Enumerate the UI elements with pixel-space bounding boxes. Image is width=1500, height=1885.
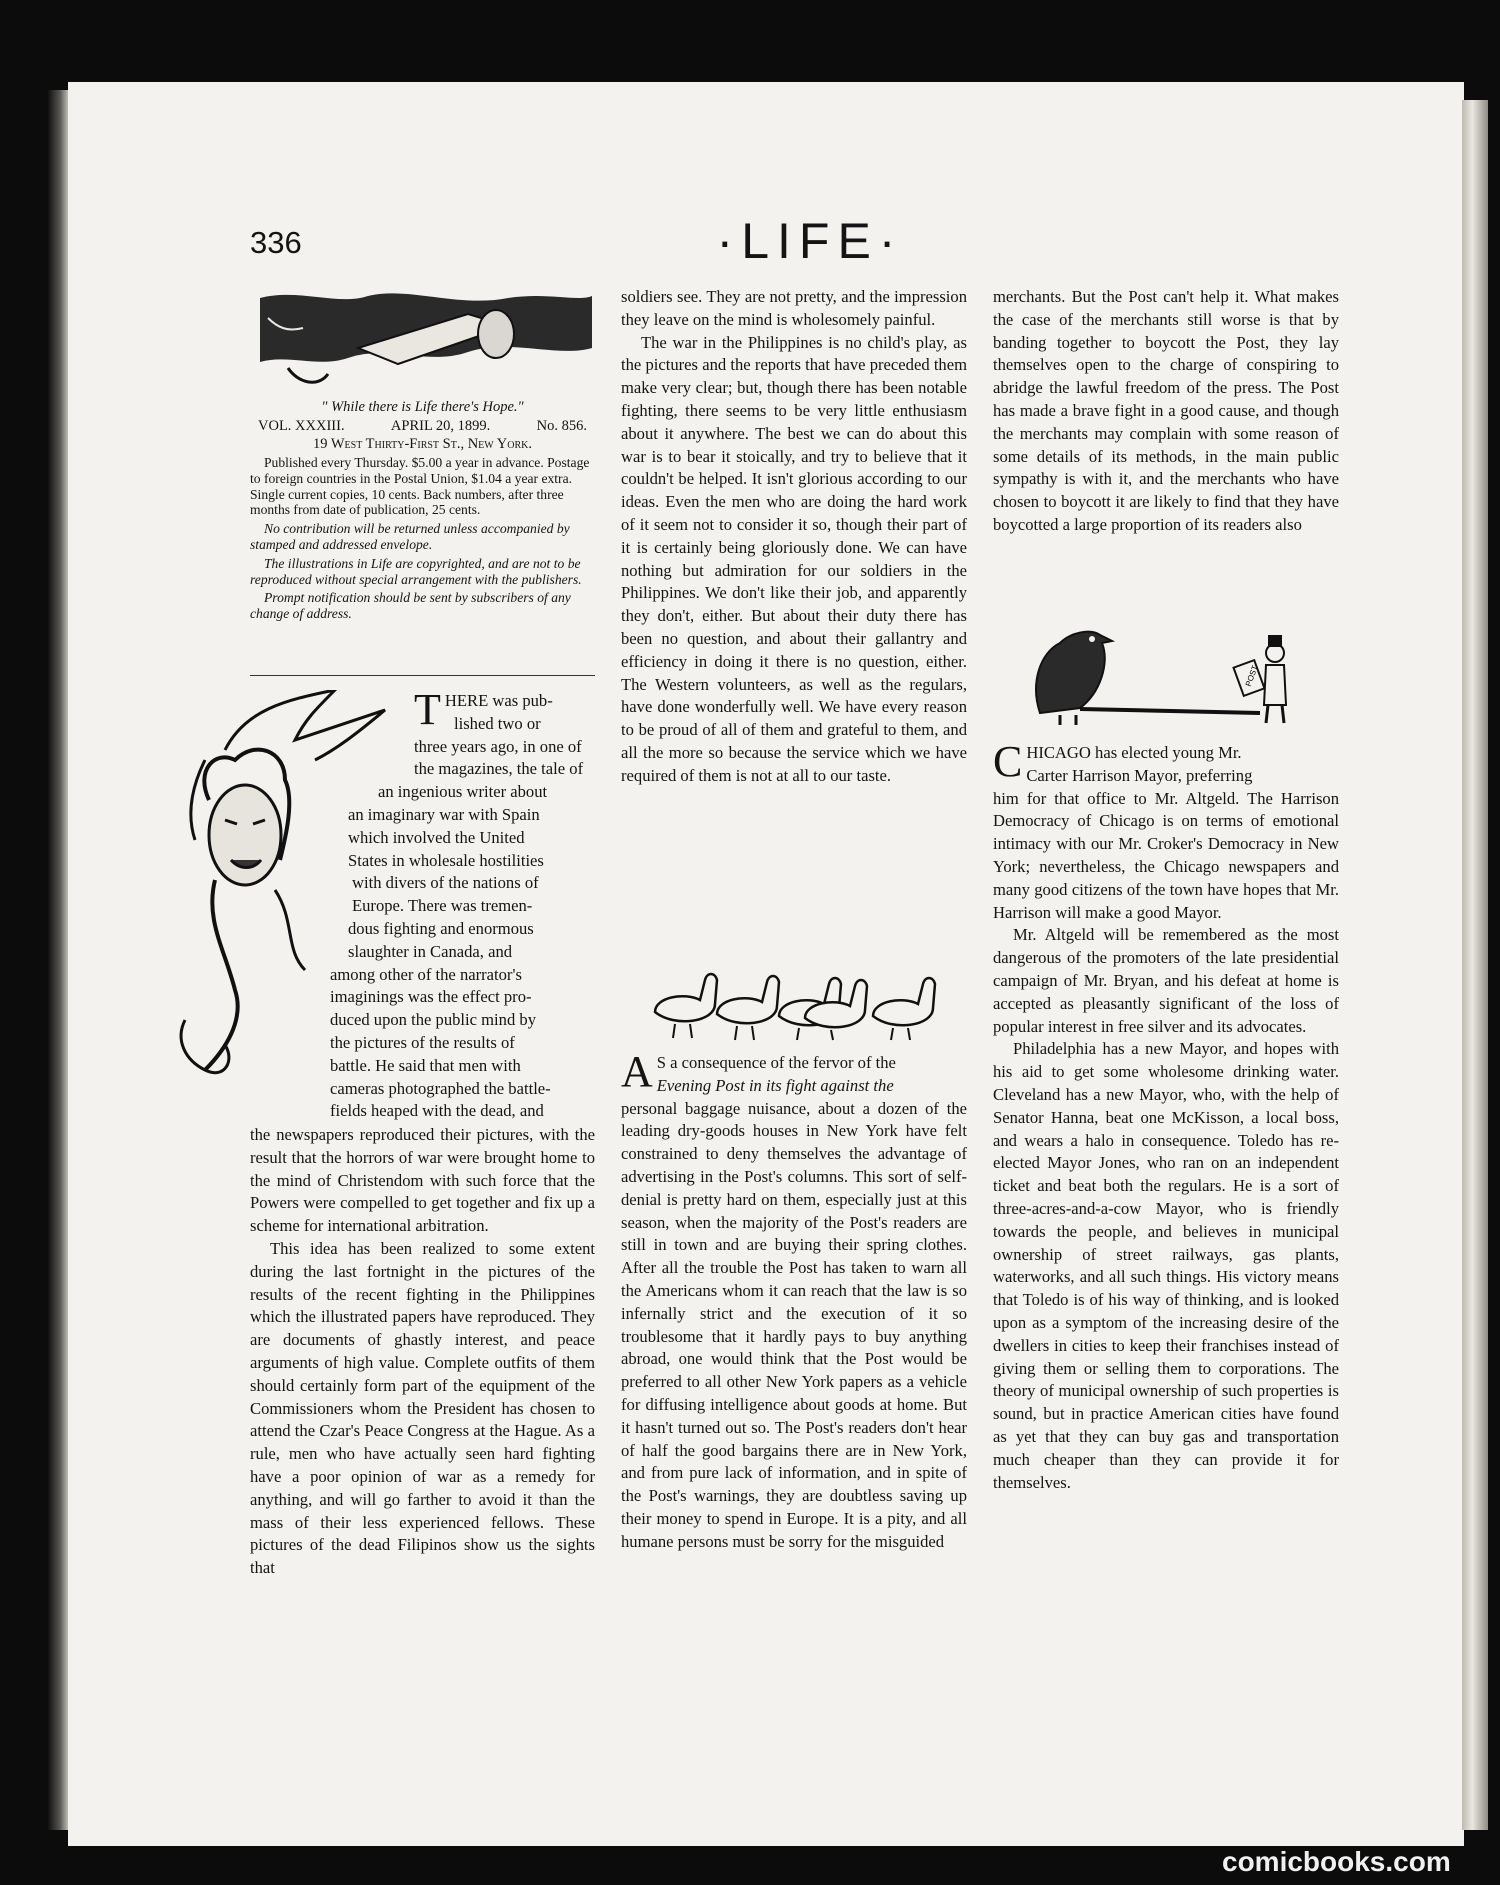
article-line: cameras photographed the battle- <box>330 1078 551 1098</box>
bird-and-man-cartoon <box>1020 613 1320 733</box>
philadelphia-para: Philadelphia has a new Mayor, and hopes with his aid to get some wholesome drinking water. Cleveland has a new Mayor, who, with the help of Senator Hanna, beat one McKisson, a local boss, and wears a halo in consequence. Toledo has re-elected Mayor Jones, who ran on an independent ticket and beat both the regulars. He is a sort of three-acres-and-a-cow Mayor, who is friendly towards the people, and believes in municipal ownership of street railways, gas plants, waterworks, and all such things. His victory means that Toledo is of his way of thinking, and is looked upon as a symptom of the increasing desire of the dwellers in cities to keep their franchises instead of giving them or selling them to corporations. The theory of municipal ownership of such properties is sound, but in practice American cities have found as yet that they can buy gas and transportation much cheaper than they can provide it for themselves. <box>993 1039 1339 1492</box>
article-line: Europe. There was tremen- <box>352 896 533 916</box>
watermark: comicbooks.com <box>1222 1846 1451 1877</box>
issue-date: APRIL 20, 1899. <box>390 417 491 434</box>
dropcap-t: T <box>414 685 441 734</box>
dropcap-a: A <box>621 1047 653 1096</box>
masthead-block <box>250 398 595 454</box>
philippines-para2: The war in the Philippines is no child's play, as the pictures and the reports that have preceded them make very clear; but, though there has been notable fighting, there seems to be very little enthusiasm about it anywhere. The best we can do about this war is to bear it stoically, and try to believe that it couldn't be helped. It isn't glorious according to our ideas. Even the men who are doing the hard work of it seem not to consider it so, though their part of it is certainly being gloriously done. We can have nothing but admiration for our soldiers in the Philippines. We don't like their job, and apparently they don't, either. But about their duty there has been no question, and about their gallantry and efficiency in doing it there is no question, either. The Western volunteers, as well as the regulars, have done wonderfully well. We have every reason to be proud of all of them and grateful to them, and all the more so because the service which we have required of them is not at all to our taste. <box>621 332 967 785</box>
masthead-title: ·LIFE· <box>716 213 904 269</box>
chicago-article <box>993 737 1339 1494</box>
evening-post-opening <box>621 1047 967 1098</box>
article-line: Carter Harrison Mayor, preferring <box>1026 765 1253 785</box>
altgeld-para: Mr. Altgeld will be remembered as the most dangerous of the promoters of the late presidential campaign of Mr. Bryan, and his defeat at home is accepted as pleasantly significant of the loss of popular interest in free silver and its advocates. <box>993 925 1339 1036</box>
article-line: with divers of the nations of <box>352 873 539 893</box>
column-divider-rule <box>250 675 595 676</box>
philippines-para1: soldiers see. They are not pretty, and the impression they leave on the mind is wholesomely painful. <box>621 287 967 329</box>
article-line: slaughter in Canada, and <box>348 941 513 961</box>
war-article-para2: This idea has been realized to some extent during the last fortnight in the pictures of the results of the recent fighting in the Philippines which the illustrated papers have reproduced. They are documents of ghastly interest, and peace arguments of high value. Complete outfits of them should certainly form part of the equipment of the Commissioners whom the President has chosen to attend the Czar's Peace Congress at the Hague. As a rule, men who have actually seen hard fighting have a poor opinion of war as a remedy for anything, and will go farther to avoid it than the mass of their less experienced fellows. These pictures of the dead Filipinos show us the sights that <box>250 1238 595 1578</box>
article-line: among other of the narrator's <box>330 964 522 984</box>
evening-post-article <box>621 1047 967 1554</box>
article-line: an imaginary war with Spain <box>348 804 540 824</box>
article-line: an ingenious writer about <box>378 782 548 802</box>
notice-address: Prompt notification should be sent by subscribers of any change of address. <box>250 590 571 622</box>
masthead-motto: " While there is Life there's Hope." <box>321 399 524 415</box>
article-line: S a consequence of the fervor of the <box>656 1053 896 1072</box>
article-line: which involved the United <box>348 827 525 847</box>
article-line: the pictures of the results of <box>330 1032 515 1052</box>
masthead-vignette-illustration <box>258 288 594 394</box>
page-number: 336 <box>250 225 302 260</box>
middle-column-text <box>621 286 967 788</box>
notice-illustrations: The illustrations in Life are copyrighted, and are not to be reproduced without special arrangement with the publishers. <box>250 555 582 587</box>
volume-number: VOL. XXXIII. <box>258 417 345 434</box>
article-line: the magazines, the tale of <box>414 759 584 779</box>
issue-number: No. 856. <box>536 417 587 434</box>
article-line: States in wholesale hostilities <box>348 850 544 870</box>
publication-notices <box>250 455 595 625</box>
volume-line <box>250 417 595 436</box>
article-line: lished two or <box>454 713 541 733</box>
left-column-text <box>250 1124 595 1580</box>
article-line: imaginings was the effect pro- <box>330 987 532 1007</box>
geese-illustration <box>645 962 945 1042</box>
article-line: dous fighting and enormous <box>348 918 534 938</box>
chicago-opening <box>993 737 1339 788</box>
article-line: three years ago, in one of <box>414 736 582 756</box>
war-article-opening <box>330 685 595 1123</box>
page-edge-stack <box>1462 100 1488 1830</box>
post-boycott-para: merchants. But the Post can't help it. What makes the case of the merchants still worse is that by banding together to boycott the Post, they lay themselves open to the charge of conspiring to abridge the lawful freedom of the press. The Post has made a brave fight in a good cause, and though the merchants may complain with some reason of some details of its methods, in the main public sympathy is with it, and the merchants who have chosen to boycott it are likely to find that they have boycotted a large proportion of its readers also <box>993 287 1339 534</box>
article-line: HERE was pub- <box>444 691 553 710</box>
dropcap-c: C <box>993 737 1023 786</box>
post-sign-text: POST <box>1243 664 1260 688</box>
page-gutter-shadow <box>48 90 68 1830</box>
article-line: duced upon the public mind by <box>330 1010 537 1030</box>
notice-publication: Published every Thursday. $5.00 a year in advance. Postage to foreign countries in the Postal Union, $1.04 a year extra. Single current copies, 10 cents. Back numbers, after three months from date of publication, 25 cents. <box>250 455 590 518</box>
article-line: fields heaped with the dead, and <box>330 1101 544 1121</box>
right-column-text <box>993 286 1339 537</box>
notice-contributions: No contribution will be returned unless accompanied by stamped and addressed envelope. <box>250 521 570 552</box>
article-line: Evening Post in its fight against the <box>656 1075 894 1095</box>
war-article-continued: the newspapers reproduced their pictures, with the result that the horrors of war were brought home to the mind of Christendom with such force that the Powers were compelled to get together and fix up a scheme for international arbitration. <box>250 1125 595 1236</box>
article-line: battle. He said that men with <box>330 1055 521 1075</box>
evening-post-body: personal baggage nuisance, about a dozen of the leading dry-goods houses in New York have felt constrained to deny themselves the advantage of advertising in the Post's columns. This sort of self-denial is pretty hard on them, especially just at this season, when the majority of the Post's readers are still in town and are buying their spring clothes. After all the trouble the Post has taken to warn all the Americans whom it can reach that the law is so infernally strict and the execution of it so troublesome that it hardly pays to buy anything abroad, one would think that the Post would be preferred to all other New York papers as a vehicle for diffusing intelligence about goods at home. But it hasn't turned out so. The Post's readers don't hear of half the good bargains there are in New York, and from pure lack of information, and in spite of the Post's warnings, they are doubtless saving up their money to spend in Europe. It is a pity, and all humane persons must be sorry for the misguided <box>621 1098 967 1551</box>
article-line: HICAGO has elected young Mr. <box>1026 743 1242 762</box>
publisher-address: 19 West Thirty-First St., New York. <box>312 436 533 452</box>
chicago-body: him for that office to Mr. Altgeld. The Harrison Democracy of Chicago is on terms of emotional intimacy with our Mr. Croker's Democracy in New York; nevertheless, the Chicago newspapers and many good citizens of the town have hopes that Mr. Harrison will make a good Mayor. <box>993 788 1339 922</box>
